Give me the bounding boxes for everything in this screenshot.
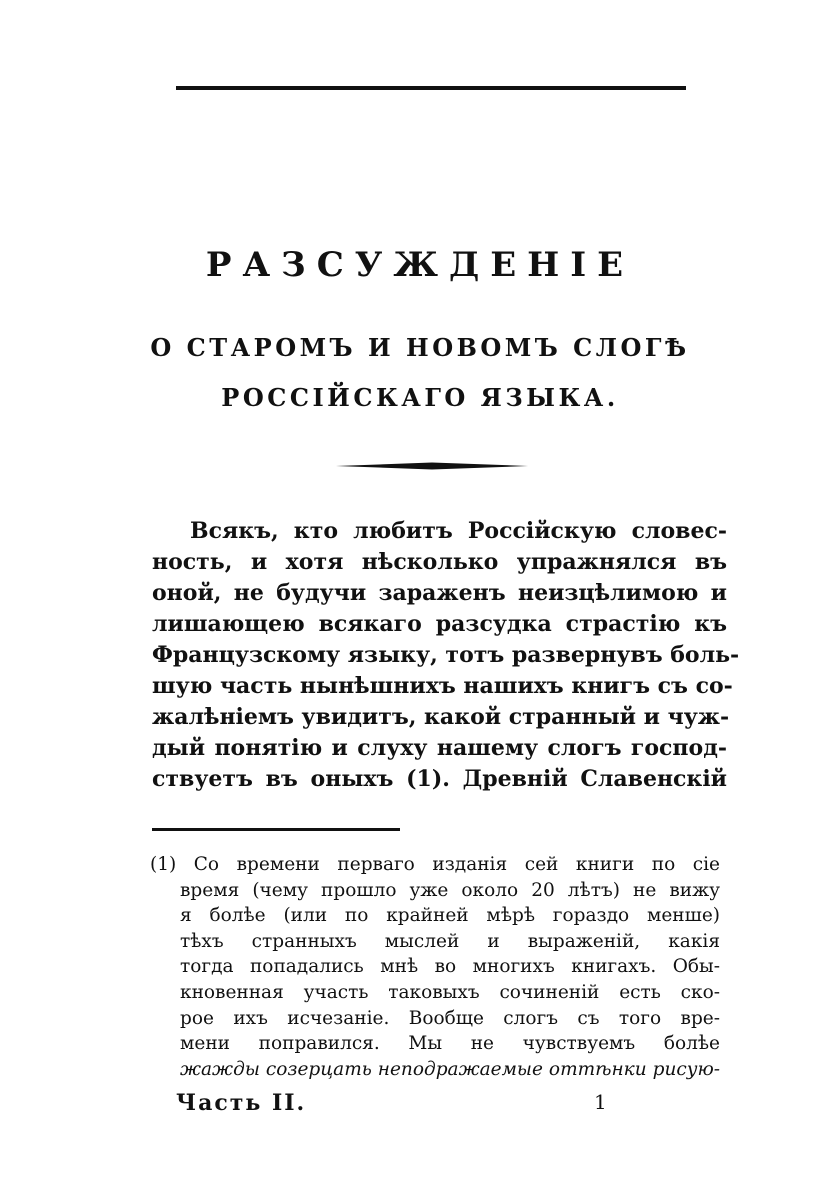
body-line: жалѣніемъ увидитъ, какой странный и чуж-: [152, 704, 730, 730]
signature-mark: Часть II.: [176, 1090, 307, 1116]
footnote-line: тогда попадались мнѣ во многихъ книгахъ. Обы-: [180, 956, 720, 978]
body-paragraph: [152, 516, 740, 795]
footnote-line: (1) Со времени перваго изданія сей книги по сіе: [150, 854, 720, 875]
body-line: дый понятію и слуху нашему слогъ господ-: [152, 735, 727, 761]
footnote: [150, 852, 720, 1082]
top-rule: [176, 86, 686, 90]
page-number: 1: [594, 1090, 607, 1114]
footnote-rule: [152, 828, 400, 831]
footnote-line: кновенная участь таковыхъ сочиненій есть ско-: [180, 981, 720, 1003]
body-line: Французскому языку, тотъ развернувъ боль-: [152, 642, 740, 668]
footnote-line: рое ихъ исчезаніе. Вообще слогъ съ того вре-: [180, 1007, 720, 1029]
body-line: Всякъ, кто любитъ Россійскую словес-: [190, 518, 727, 544]
footnote-line: время (чему прошло уже около 20 лѣтъ) не вижу: [180, 879, 720, 901]
footnote-line: мени поправился. Мы не чувствуемъ болѣе: [180, 1033, 720, 1055]
subtitle-line-1: О СТАРОМЪ И НОВОМЪ СЛОГѢ: [150, 333, 690, 362]
body-line: ность, и хотя нѣсколько упражнялся въ: [152, 549, 727, 575]
footnote-line: тѣхъ странныхъ мыслей и выраженій, какія: [180, 930, 720, 952]
body-line: лишающею всякаго разсудка страстію къ: [152, 611, 727, 637]
body-line: ствуетъ въ оныхъ (1). Древній Славенскій: [152, 766, 727, 792]
page-title: РАЗСУЖДЕНІЕ: [205, 245, 635, 285]
ornamental-rule: [336, 462, 528, 470]
footnote-line: жажды созерцать неподражаемые оттѣнки рисую-: [180, 1058, 720, 1080]
subtitle-line-2: РОССІЙСКАГО ЯЗЫКА.: [221, 383, 619, 412]
footnote-line: я болѣе (или по крайней мѣрѣ гораздо менше): [180, 905, 720, 927]
body-line: оной, не будучи зараженъ неизцѣлимою и: [152, 580, 727, 606]
body-line: шую часть нынѣшнихъ нашихъ книгъ съ со-: [152, 673, 733, 699]
